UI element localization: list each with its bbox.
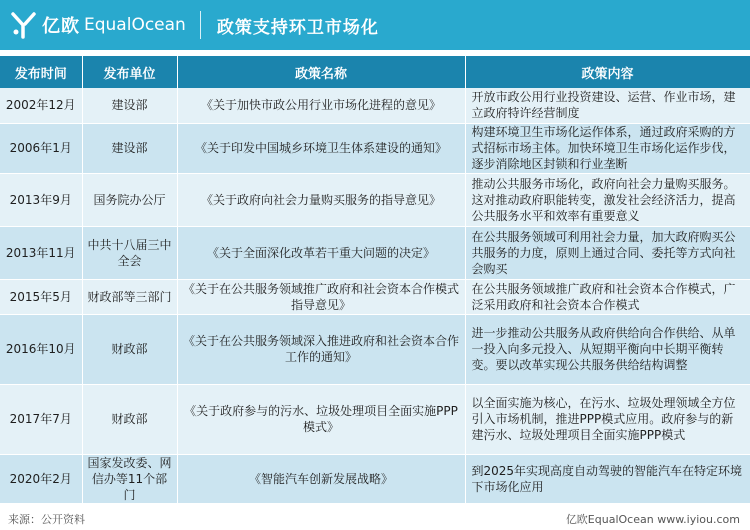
table-row xyxy=(0,226,750,279)
table-row xyxy=(0,314,750,384)
column-header-content: 政策内容 xyxy=(465,56,750,88)
cell-unit: 财政部 xyxy=(82,314,177,384)
table-row xyxy=(0,384,750,454)
cell-policy-name: 《关于政府向社会力量购买服务的指导意见》 xyxy=(177,173,465,226)
cell-policy-content: 在公共服务领域可利用社会力量，加大政府购买公共服务的力度，原则上通过合同、委托等方式向社会购买 xyxy=(465,226,750,279)
table-row xyxy=(0,279,750,314)
cell-date: 2020年2月 xyxy=(0,454,82,503)
table-row xyxy=(0,173,750,226)
cell-unit: 中共十八届三中全会 xyxy=(82,226,177,279)
table-header-row xyxy=(0,56,750,88)
cell-policy-name: 《关于加快市政公用行业市场化进程的意见》 xyxy=(177,88,465,123)
cell-date: 2015年5月 xyxy=(0,279,82,314)
header-divider xyxy=(200,11,201,39)
logo-text-en: EqualOcean xyxy=(84,15,186,35)
cell-date: 2013年11月 xyxy=(0,226,82,279)
cell-unit: 建设部 xyxy=(82,88,177,123)
cell-unit: 财政部等三部门 xyxy=(82,279,177,314)
table-row xyxy=(0,88,750,123)
cell-date: 2016年10月 xyxy=(0,314,82,384)
cell-policy-content: 构建环境卫生市场化运作体系，通过政府采购的方式招标市场主体。加快环境卫生市场化运作步伐，逐步消除地区封锁和行业垄断 xyxy=(465,123,750,173)
cell-date: 2002年12月 xyxy=(0,88,82,123)
brand-logo xyxy=(10,10,186,40)
equalocean-logo-icon xyxy=(10,10,38,40)
cell-policy-name: 《关于在公共服务领域深入推进政府和社会资本合作工作的通知》 xyxy=(177,314,465,384)
cell-date: 2017年7月 xyxy=(0,384,82,454)
table-row xyxy=(0,454,750,503)
cell-policy-content: 推动公共服务市场化，政府向社会力量购买服务。这对推动政府职能转变，激发社会经济活力，提高公共服务水平和效率有重要意义 xyxy=(465,173,750,226)
page-header xyxy=(0,0,750,50)
cell-policy-content: 到2025年实现高度自动驾驶的智能汽车在特定环境下市场化应用 xyxy=(465,454,750,503)
page-title: 政策支持环卫市场化 xyxy=(216,17,379,38)
cell-unit: 国家发改委、网信办等11个部门 xyxy=(82,454,177,503)
cell-policy-content: 开放市政公用行业投资建设、运营、作业市场，建立政府特许经营制度 xyxy=(465,88,750,123)
cell-policy-content: 进一步推动公共服务从政府供给向合作供给、从单一投入向多元投入、从短期平衡向中长期平衡转变。要以改革实现公共服务供给结构调整 xyxy=(465,314,750,384)
cell-unit: 国务院办公厅 xyxy=(82,173,177,226)
column-header-name: 政策名称 xyxy=(177,56,465,88)
cell-policy-content: 在公共服务领域推广政府和社会资本合作模式，广泛采用政府和社会资本合作模式 xyxy=(465,279,750,314)
cell-unit: 财政部 xyxy=(82,384,177,454)
cell-policy-name: 《关于在公共服务领域推广政府和社会资本合作模式指导意见》 xyxy=(177,279,465,314)
cell-policy-name: 《关于全面深化改革若干重大问题的决定》 xyxy=(177,226,465,279)
cell-policy-name: 《关于政府参与的污水、垃圾处理项目全面实施PPP模式》 xyxy=(177,384,465,454)
footer-brand: 亿欧EqualOcean www.iyiou.com xyxy=(565,513,740,526)
column-header-unit: 发布单位 xyxy=(82,56,177,88)
policy-table xyxy=(0,56,750,504)
cell-policy-name: 《智能汽车创新发展战略》 xyxy=(177,454,465,503)
cell-date: 2013年9月 xyxy=(0,173,82,226)
cell-policy-content: 以全面实施为核心，在污水、垃圾处理领域全方位引入市场机制，推进PPP模式应用。政府参与的新建污水、垃圾处理项目全面实施PPP模式 xyxy=(465,384,750,454)
cell-unit: 建设部 xyxy=(82,123,177,173)
table-row xyxy=(0,123,750,173)
page-footer xyxy=(0,503,750,530)
cell-date: 2006年1月 xyxy=(0,123,82,173)
logo-text-cn: 亿欧 xyxy=(42,16,80,37)
source-note: 来源：公开资料 xyxy=(8,513,85,526)
column-header-date: 发布时间 xyxy=(0,56,82,88)
cell-policy-name: 《关于印发中国城乡环境卫生体系建设的通知》 xyxy=(177,123,465,173)
